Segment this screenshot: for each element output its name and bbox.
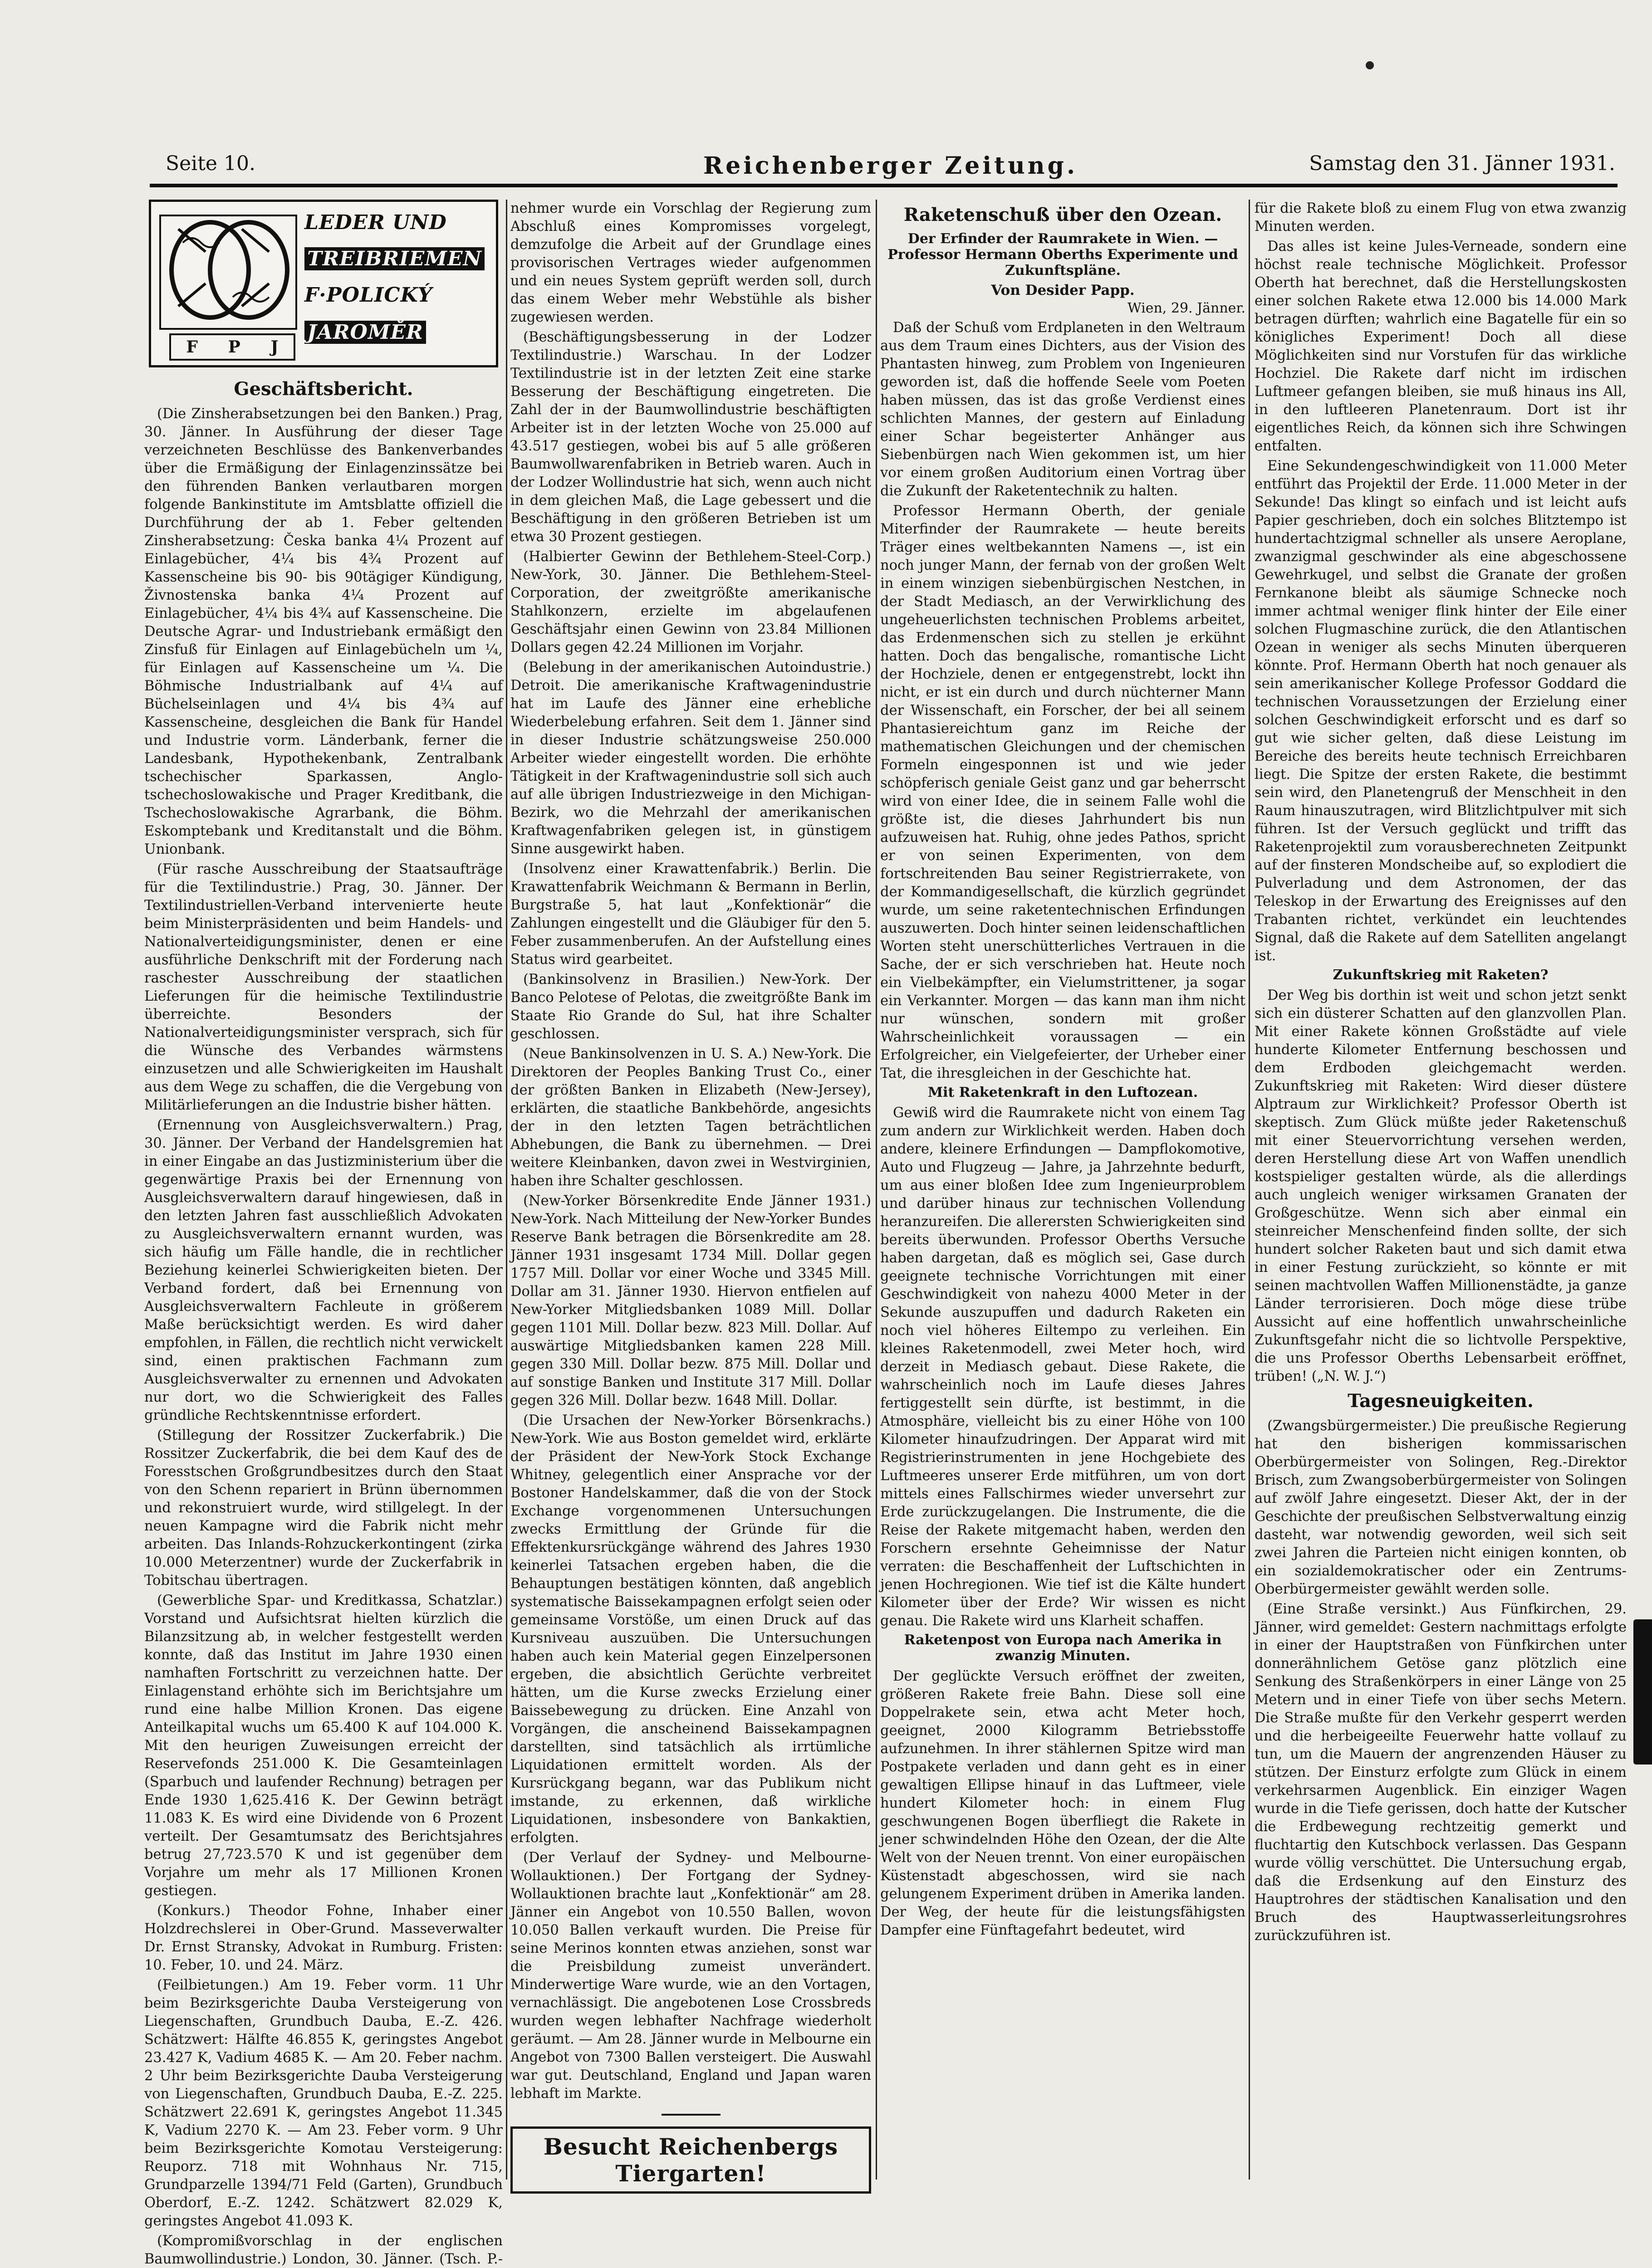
article-paragraph: Professor Hermann Oberth, der geniale Miterfinder der Raumrakete — heute bereits Träger eines weltbekannten Namens —, ist ein noch junger Mann, der fernab von der großen Welt in einem winzigen siebenbürgischen Nestchen, in der Stadt Mediasch, an der Verwirklichung des ungeheuerlichsten technischen Problems arbeitet, das Erdenmenschen sich zu stellen je erkühnt hatten. Doch das bengalische, romantische Licht der Hochziele, denen er entgegenstrebt, lockt ihn nicht, er ist ein durch und durch nüchterner Mann der Wissenschaft, ein Forscher, der bei all seinem Phantasiereichtum ganz im Reiche der mathematischen Gleichungen und der chemischen Formeln eingesponnen ist und wie jeder schöpferisch geniale Geist ganz und gar beherrscht wird von einer Idee, die in seinem Falle wohl die größte ist, die dieses Jahrhundert bis nun aufzuweisen hat. Ruhig, ohne jedes Pathos, spricht er von seinen Experimenten, von dem fortschreitenden Bau seiner Registrierrakete, von der Kommandigesellschaft, die kürzlich gegründet wurde, um seine raketentechnischen Erfindungen auszuwerten. Doch hinter seinen leidenschaftlichen Worten steht unerschütterliches Vertrauen in die Sache, der er sich verschrieben hat. Heute noch ein Vielbekämpfter, ein Vielumstrittener, ja sogar ein Verkannter. Morgen — das kann man ihm nicht nur wünschen, sondern mit großer Wahrscheinlichkeit voraussagen — ein Erfolgreicher, ein Vielgefeierter, der Urheber einer Tat, die ihresgleichen in der Geschichte hat. — [880, 503, 1245, 1081]
ad-line-2: TREIBRIEMEN — [304, 247, 485, 270]
monogram-letter: F — [186, 337, 198, 357]
article-subheading: Raketenpost von Europa nach Amerika in zwanzig Minuten. — [904, 1632, 1222, 1664]
ad-line-1: LEDER UND — [304, 211, 447, 234]
article-paragraph: Der Weg bis dorthin ist weit und schon jetzt senkt sich ein düsterer Schatten auf den glanzvollen Plan. Mit einer Rakete können Großstädte auf viele hunderte Kilometer Entfernung beschossen und dem Erdboden gleichgemacht werden. Zukunftskrieg mit Raketen: Wird dieser düstere Alptraum zur Wirklichkeit? Professor Oberth ist skeptisch. Zum Glück müßte jeder Raketenschuß mit einer Steuervorrichtung versehen werden, deren Herstellung diese Art von Waffen unendlich kostspieliger gestalten würde, als die allerdings auch ungleich weniger wirksamen Granaten der Großgeschütze. Wenn sich aber einmal ein steinreicher Menschenfeind finden sollte, der sich hundert solcher Raketen baut und sich damit etwa in einer Festung zurückzieht, so könnte er mit seinen machtvollen Waffen Millionenstädte, ja ganze Länder terrorisieren. Doch möge diese trübe Aussicht auf eine hoffentlich unwahrscheinliche Zukunftsgefahr nicht die so lichtvolle Perspektive, die uns Professor Oberths Lebensarbeit eröffnet, trüben! („N. W. J.“) — [1255, 987, 1627, 1384]
article-paragraph: (Zwangsbürgermeister.) Die preußische Regierung hat den bisherigen kommissarischen Oberbürgermeister von Solingen, Reg.-Direktor Brisch, zum Zwangsoberbürgermeister von Solingen auf zwölf Jahre eingesetzt. Dieser Akt, der in der Geschichte der preußischen Selbstverwaltung einzig dasteht, war notwendig geworden, weil sich seit zwei Jahren die Parteien nicht einigen konnten, ob ein sozialdemokratischer oder ein Zentrums-Oberbürgermeister gewählt werden solle. — [1255, 1418, 1627, 1597]
monogram-letter: J — [270, 337, 279, 357]
article-paragraph: (Kompromißvorschlag in der englischen Baumwollindustrie.) London, 30. Jänner. (Tsch. P.- — [144, 2233, 503, 2267]
article-paragraph: nehmer wurde ein Vorschlag der Regierung zum Abschluß eines Kompromisses vorgelegt, demzufolge die Arbeit auf der Grundlage eines provisorischen Vertrages wieder aufgenommen und ein neues System geprüft werden soll, durch das einem Weber mehr Webstühle als bisher zugewiesen werden. — [510, 200, 871, 325]
article-paragraph: (Insolvenz einer Krawattenfabrik.) Berlin. Die Krawattenfabrik Weichmann & Bermann in Berlin, Burgstraße 5, hat laut „Konfektionär“ die Zahlungen eingestellt und die Gläubiger für den 5. Feber zusammenberufen. An der Aufstellung eines Status wird gearbeitet. — [510, 861, 871, 968]
column-divider — [1249, 200, 1250, 2180]
article-paragraph: (Belebung in der amerikanischen Autoindustrie.) Detroit. Die amerikanische Kraftwagenindustrie hat im Laufe des Jänner eine erhebliche Wiederbelebung erfahren. Seit dem 1. Jänner sind in dieser Industrie schätzungsweise 250.000 Arbeiter wieder eingestellt worden. Die erhöhte Tätigkeit in der Kraftwagenindustrie soll sich auch auf alle übrigen Industriezweige in den Michigan-Bezirk, wo die Mehrzahl der amerikanischen Kraftwagenfabriken gelegen ist, in günstigem Sinne ausgewirkt haben. — [510, 660, 871, 857]
article-paragraph: Eine Sekundengeschwindigkeit von 11.000 Meter entführt das Projektil der Erde. 11.000 Meter in der Sekunde! Das klingt so einfach und ist leicht aufs Papier geschrieben, doch ein solches Blitztempo ist hundertachtzigmal schneller als unsere Aeroplane, zwanzigmal geschwinder als eine abgeschossene Gewehrkugel, und selbst die Granate der großen Fernkanone bleibt als säumige Schnecke noch immer achtmal weniger flink hinter der Eile einer solchen Flugmaschine zurück, die den Atlantischen Ozean in weniger als sechs Minuten überqueren könnte. Prof. Hermann Oberth hat noch genauer als sein amerikanischer Kollege Professor Goddard die technischen Voraussetzungen der Erzielung einer solchen Geschwindigkeit erforscht und es darf so gut wie sicher gelten, daß diese Leistung im Bereiche des bereits heute technisch Erreichbaren liegt. Die Spitze der ersten Rakete, die bestimmt sein wird, den Planetengruß der Menschheit in den Raum hinauszutragen, wird Blitzlichtpulver mit sich führen. Ist der Versuch geglückt und trifft das Raketenprojektil zum vorausberechneten Zeitpunkt auf der finsteren Mondscheibe auf, so explodiert die Pulverladung und dem Astronomen, der das Teleskop in der Erwartung des Ereignisses auf den Trabanten richtet, verkündet ein leuchtendes Signal, daß die Rakete auf dem Satelliten angelangt ist. — [1255, 458, 1627, 964]
header-rule — [150, 184, 1618, 187]
column-2 — [510, 200, 871, 2187]
article-paragraph: (Neue Bankinsolvenzen in U. S. A.) New-York. Die Direktoren der Peoples Banking Trust Co., einer der größten Banken in Elizabeth (New-Jersey), erklärten, die staatliche Bankbehörde, angesichts der in den letzten Tagen beträchtlichen Abhebungen, die Bank zu übernehmen. — Drei weitere Kleinbanken, davon zwei in Westvirginien, haben ihre Schalter geschlossen. — [510, 1046, 871, 1189]
zoo-advertisement: Besucht Reichenbergs Tiergarten! — [510, 2126, 871, 2194]
page-number: Seite 10. — [166, 152, 255, 175]
article-paragraph: (Die Ursachen der New-Yorker Börsenkrachs.) New-York. Wie aus Boston gemeldet wird, erklärte der Präsident der New-York Stock Exchange Whitney, gelegentlich einer Ansprache vor der Bostoner Handelskammer, daß die von der Stock Exchange vorgenommenen Untersuchungen zwecks Ermittlung der Gründe für die Effektenkursrückgänge während des Jahres 1930 keinerlei Tatsachen ergeben haben, die die Behauptungen bestätigen könnten, daß angeblich systematische Baissekampagnen erfolgt seien oder gemeinsame Vorstöße, um einen Druck auf das Kursniveau auszuüben. Die Untersuchungen haben auch kein Material gegen Einzelpersonen ergeben, die absichtlich Gerüchte verbreitet hätten, um die Kurse zwecks Erzielung einer Baissebewegung zu drücken. Eine Anzahl von Vorgängen, die anscheinend Baissekampagnen darstellten, sind tatsächlich als irrtümliche Liquidationen ermittelt worden. Als der Kursrückgang begann, war das Publikum nicht imstande, zu erkennen, daß wirkliche Liquidationen, insbesondere von Bankaktien, erfolgten. — [510, 1413, 871, 1846]
article-paragraph: (New-Yorker Börsenkredite Ende Jänner 1931.) New-York. Nach Mitteilung der New-Yorker Bundes Reserve Bank betragen die Börsenkredite am 28. Jänner 1931 insgesamt 1734 Mill. Dollar gegen 1757 Mill. Dollar vor einer Woche und 3345 Mill. Dollar am 31. Jänner 1930. Hiervon entfielen auf New-Yorker Mitgliedsbanken 1089 Mill. Dollar gegen 1101 Mill. Dollar bezw. 823 Mill. Dollar. Auf auswärtige Mitgliedsbanken kamen 228 Mill. gegen 330 Mill. Dollar bezw. 875 Mill. Dollar und auf sonstige Banken und Institute 317 Mill. Dollar gegen 326 Mill. Dollar bezw. 1648 Mill. Dollar. — [510, 1193, 871, 1408]
article-paragraph: Gewiß wird die Raumrakete nicht von einem Tag zum andern zur Wirklichkeit werden. Haben doch andere, kleinere Erfindungen — Dampflokomotive, Auto und Flugzeug — Jahre, ja Jahrzehnte bedurft, um aus einer bloßen Idee zum Ingenieurproblem und darüber hinaus zur technischen Vollendung heranzureifen. Die allerersten Schwierigkeiten sind bereits überwunden. Professor Oberths Versuche haben dargetan, daß es möglich sei, Gase durch geeignete technische Vorrichtungen mit einer Geschwindigkeit von nahezu 4000 Meter in der Sekunde auszupuffen und dadurch Raketen ein noch viel höheres Eiltempo zu verleihen. Ein kleines Raketenmodell, zwei Meter hoch, wird derzeit in Mediasch gebaut. Diese Rakete, die wahrscheinlich noch im Laufe dieses Jahres fertiggestellt sein dürfte, ist bestimmt, in die Atmosphäre, vielleicht bis zu einer Höhe von 100 Kilometer hinaufzudringen. Der Apparat wird mit Registrierinstrumenten in jene Hochgebiete des Luftmeeres unserer Erde mitführen, um von dort mittels eines Fallschirmes wieder unversehrt zur Erde zurückzugelangen. Die Instrumente, die die Reise der Rakete mitgemacht haben, werden den Forschern ersehnte Geheimnisse der Natur verraten: die Beschaffenheit der Luftschichten in jenen Hochregionen. Wie tief ist die Kälte hundert Kilometer über der Erde? Wir wissen es nicht genau. Die Rakete wird uns Klarheit schaffen. — [880, 1105, 1245, 1629]
monogram-letter: P — [228, 337, 240, 357]
page-header — [166, 152, 1615, 179]
page-edge-shadow — [1633, 1619, 1652, 1765]
article-paragraph: Das alles ist keine Jules-Verneade, sondern eine höchst reale technische Möglichkeit. Professor Oberth hat berechnet, daß die Herstellungskosten einer solchen Rakete etwa 12.000 bis 14.000 Mark betragen dürften; wahrlich eine Bagatelle für ein so königliches Experiment! Doch all diese Möglichkeiten sind nur Vorstufen für das wirkliche Hochziel. Die Rakete darf nicht im irdischen Luftmeer gefangen bleiben, sie muß hinaus ins All, in den luftleeren Planetenraum. Dort ist ihr eigentliches Reich, da können sich ihre Schwingen entfalten. — [1255, 239, 1627, 454]
issue-date: Samstag den 31. Jänner 1931. — [1309, 152, 1615, 175]
column-divider — [876, 200, 877, 2180]
article-paragraph: (Gewerbliche Spar- und Kreditkassa, Schatzlar.) Vorstand und Aufsichtsrat hielten kürzlich die Bilanzsitzung ab, in welcher festgestellt werden konnte, daß das Institut im Jahre 1930 einen namhaften Fortschritt zu verzeichnen hatte. Der Einlagenstand erhöhte sich im Berichtsjahre um rund eine halbe Million Kronen. Das eigene Anteilkapital wuchs um 65.400 K auf 104.000 K. Mit den heurigen Zuweisungen erreicht der Reservefonds 251.000 K. Die Gesamteinlagen (Sparbuch und laufender Rechnung) betragen per Ende 1930 1,625.416 K. Der Gewinn beträgt 11.083 K. Es wird eine Dividende von 6 Prozent verteilt. Der Gesamtumsatz des Berichtsjahres betrug 27,723.570 K und ist gegenüber dem Vorjahre um mehr als 17 Millionen Kronen gestiegen. — [144, 1593, 503, 1899]
ink-spot — [1366, 61, 1374, 69]
article-headline: Raketenschuß über den Ozean. — [903, 204, 1222, 225]
article-byline: Von Desider Papp. — [991, 282, 1135, 298]
article-paragraph: (Eine Straße versinkt.) Aus Fünfkirchen, 29. Jänner, wird gemeldet: Gestern nachmittags erfolgte in einer der Hauptstraßen von Fünfkirchen unter donnerähnlichem Getöse ganz plötzlich eine Senkung des Straßenkörpers in einer Länge von 25 Metern und in einer Tiefe von über sechs Metern. Die Straße mußte für den Verkehr gesperrt werden und die herbeigeeilte Feuerwehr hatte vollauf zu tun, um die Mauern der angrenzenden Häuser zu stützen. Der Einsturz erfolgte zum Glück in einem verkehrsarmen Augenblick. Ein einziger Wagen wurde in die Tiefe gerissen, doch hatte der Kutscher die Erdbewegung rechtzeitig gemerkt und fluchtartig den Kutschbock verlassen. Das Gespann wurde völlig verschüttet. Die Untersuchung ergab, daß die Erdsenkung auf den Einsturz des Hauptrohres der städtischen Kanalisation und den Bruch des Hauptwasserleitungsrohres zurückzuführen ist. — [1255, 1601, 1627, 1944]
article-paragraph: Der geglückte Versuch eröffnet der zweiten, größeren Rakete freie Bahn. Diese soll eine Doppelrakete sein, etwa acht Meter hoch, geeignet, 2000 Kilogramm Betriebsstoffe aufzunehmen. In ihrer stählernen Spitze wird man Postpakete verladen und dann geht es in einer gewaltigen Ellipse hinauf in das Luftmeer, viele hundert Kilometer hoch: in einem Flug geschwungenen Bogen überfliegt die Rakete in jener schwindelnden Höhe den Ozean, der die Alte Welt von der Neuen trennt. Von einer europäischen Küstenstadt abgeschossen, wird sie nach gelungenem Experiment drüben in Amerika landen. Der Weg, der heute für die leistungsfähigsten Dampfer eine Fünftagefahrt bedeutet, wird — [880, 1668, 1245, 1938]
article-paragraph: für die Rakete bloß zu einem Flug von etwa zwanzig Minuten werden. — [1255, 200, 1627, 235]
section-heading: Tagesneuigkeiten. — [1348, 1390, 1534, 1412]
article-paragraph: (Stillegung der Rossitzer Zuckerfabrik.) Die Rossitzer Zuckerfabrik, die bei dem Kauf des de Foresstschen Großgrundbesitzes durch den Staat von den Schenn repariert in Brünn übernommen und rekonstruiert wurde, wird stillgelegt. In der neuen Kampagne wird die Fabrik nicht mehr arbeiten. Das Inlands-Rohzuckerkontingent (zirka 10.000 Meterzentner) wurde der Zuckerfabrik in Tobitschau übertragen. — [144, 1427, 503, 1589]
leather-belt-advertisement — [149, 200, 498, 367]
ad-monogram — [169, 333, 295, 361]
article-paragraph: (Ernennung von Ausgleichsverwaltern.) Prag, 30. Jänner. Der Verband der Handelsgremien hat in einer Eingabe an das Justizministerium über die gegenwärtige Praxis bei der Ernennung von Ausgleichsverwaltern darauf hingewiesen, daß in den letzten Jahren fast ausschließlich Advokaten zu Ausgleichsverwaltern ernannt wurden, was sich häufig um Fälle handle, die in rechtlicher Beziehung keinerlei Schwierigkeiten bieten. Der Verband fordert, daß bei Ernennung von Ausgleichsverwaltern Fachleute in größerem Maße berücksichtigt werden. Es wird daher empfohlen, in Fällen, die rechtlich nicht verwickelt sind, einen praktischen Fachmann zum Ausgleichsverwalter zu ernennen und Advokaten nur dort, wo die Schwierigkeit des Falles gründliche Rechtskenntnisse erfordert. — [144, 1117, 503, 1423]
article-paragraph: (Beschäftigungsbesserung in der Lodzer Textilindustrie.) Warschau. In der Lodzer Textilindustrie ist in der letzten Zeit eine starke Besserung der Beschäftigung eingetreten. Die Zahl der in der Baumwollindustrie beschäftigten Arbeiter ist in der letzten Woche von 25.000 auf 43.517 gestiegen, wobei bis auf 5 alle größeren Baumwollwarenfabriken in Betrieb waren. Auch in der Lodzer Wollindustrie hat sich, wenn auch nicht in dem gleichen Maß, die Lage gebessert und die Beschäftigung in den größeren Betrieben ist um etwa 30 Prozent gestiegen. — [510, 329, 871, 545]
article-paragraph: (Für rasche Ausschreibung der Staatsaufträge für die Textilindustrie.) Prag, 30. Jänner. Der Textilindustriellen-Verband intervenierte heute beim Ministerpräsidenten und beim Handels- und Nationalverteidigungsminister, denen er eine ausführliche Denkschrift mit der Forderung nach raschester Ausschreibung der staatlichen Lieferungen für die heimische Textilindustrie überreichte. Besonders der Nationalverteidigungsminister versprach, sich für die Wünsche des Verbandes wärmstens einzusetzen und alle Schwierigkeiten im Haushalt aus dem Wege zu schaffen, die die Vergebung von Militärlieferungen an die Industrie bisher hätten. — [144, 861, 503, 1113]
column-3 — [880, 200, 1245, 2177]
article-paragraph: Daß der Schuß vom Erdplaneten in den Weltraum aus dem Traum eines Dichters, aus der Vision des Phantasten hinweg, zum Problem von Ingenieuren geworden ist, daß die hoffende Seele vom Poeten haben müssen, das ist das große Verdienst eines schlichten Mannes, der gestern auf Einladung einer Schar begeisterter Anhänger aus Siebenbürgen nach Wien gekommen ist, um hier vor einem großen Auditorium einen Vortrag über die Zukunft der Raketentechnik zu halten. — [880, 320, 1245, 499]
article-paragraph: (Konkurs.) Theodor Fohne, Inhaber einer Holzdrechslerei in Ober-Grund. Masseverwalter Dr. Ernst Stransky, Advokat in Rumburg. Fristen: 10. Feber, 10. und 24. März. — [144, 1903, 503, 1973]
ad-line-3: F·POLICKÝ — [304, 284, 432, 307]
article-paragraph: (Der Verlauf der Sydney- und Melbourne-Wollauktionen.) Der Fortgang der Sydney-Wollauktionen brachte laut „Konfektionär“ am 28. Jänner ein Angebot von 10.550 Ballen, wovon 10.050 Ballen verkauft wurden. Die Preise für seine Merinos konnten etwas anziehen, sonst war die Preisbildung zumeist unverändert. Minderwertige Ware wurde, wie an den Vortagen, vernachlässigt. Die angebotenen Lose Crossbreds wurden wegen lebhafter Nachfrage wiederholt geräumt. — Am 28. Jänner wurde in Melbourne ein Angebot von 7300 Ballen versteigert. Die Auswahl war gut. Deutschland, England und Japan waren lebhaft im Markte. — [510, 1850, 871, 2102]
article-paragraph: (Feilbietungen.) Am 19. Feber vorm. 11 Uhr beim Bezirksgerichte Dauba Versteigerung von Liegenschaften, Grundbuch Dauba, E.-Z. 426. Schätzwert: Hälfte 46.855 K, geringstes Angebot 23.427 K, Vadium 4685 K. — Am 20. Feber nachm. 2 Uhr beim Bezirksgerichte Dauba Versteigerung von Liegenschaften, Grundbuch Dauba, E.-Z. 225. Schätzwert 22.691 K, geringstes Angebot 11.345 K, Vadium 2270 K. — Am 23. Feber vorm. 9 Uhr beim Bezirksgerichte Komotau Versteigerung: Reuporz. 718 mit Wohnhaus Nr. 715, Grundparzelle 1394/71 Feld (Garten), Grundbuch Oberdorf, E.-Z. 1242. Schätzwert 82.029 K, geringstes Angebot 41.093 K. — [144, 1977, 503, 2229]
newspaper-title: Reichenberger Zeitung. — [703, 152, 1078, 180]
article-subheading: Zukunftskrieg mit Raketen? — [1333, 967, 1549, 983]
article-subheading: Mit Raketenkraft in den Luftozean. — [927, 1085, 1198, 1100]
article-dateline: Wien, 29. Jänner. — [1127, 300, 1245, 316]
article-paragraph: (Halbierter Gewinn der Bethlehem-Steel-Corp.) New-York, 30. Jänner. Die Bethlehem-Steel-Corporation, der zweitgrößte amerikanische Stahlkonzern, erzielte im abgelaufenen Geschäftsjahr einen Gewinn von 23.84 Millionen Dollars gegen 42.24 Millionen im Vorjahr. — [510, 549, 871, 655]
section-heading: Geschäftsbericht. — [234, 378, 413, 400]
article-subtitle: Der Erfinder der Raumrakete in Wien. — Professor Hermann Oberths Experimente und Zukunftspläne. — [887, 231, 1238, 279]
column-1 — [144, 200, 503, 2267]
ad-line-4: JAROMĚR — [304, 321, 426, 344]
column-4 — [1255, 200, 1627, 2177]
belt-pulley-logo-icon — [151, 202, 301, 338]
article-paragraph: (Die Zinsherabsetzungen bei den Banken.) Prag, 30. Jänner. In Ausführung der dieser Tage verzeichneten Beschlüsse des Bankenverbandes über die Ermäßigung der Einlagenzinssätze bei den führenden Banken verlautbaren morgen folgende Bankinstitute im Amtsblatte offiziell die Durchführung der ab 1. Feber geltenden Zinsherabsetzung: Česka banka 4¼ Prozent auf Einlagebücher, 4¼ bis 4¾ Prozent auf Kassenscheine bis 90- bis 90tägiger Kündigung, Živnostenska banka 4¼ Prozent auf Einlagebücher, 4¼ bis 4¾ auf Kassenscheine. Die Deutsche Agrar- und Industriebank ermäßigt den Zinsfuß für Einlagen auf Einlagebücheln um ¼, für Einlagen auf Kassenscheine um ¼. Die Böhmische Industrialbank auf 4¼ auf Büchelseinlagen und 4¼ bis 4¾ auf Kassenscheine, desgleichen die Bank für Handel und Industrie vorm. Länderbank, ferner die Landesbank, Hypothekenbank, Zentralbank tschechischer Sparkassen, Anglo-tschechoslowakische und Prager Kreditbank, die Tschechoslowakische Agrarbank, die Böhm. Eskomptebank und Kreditanstalt und die Böhm. Unionbank. — [144, 406, 503, 857]
section-divider — [662, 2114, 721, 2116]
article-paragraph: (Bankinsolvenz in Brasilien.) New-York. Der Banco Pelotese of Pelotas, die zweitgrößte Bank im Staate Rio Grande do Sul, hat ihre Schalter geschlossen. — [510, 972, 871, 1042]
column-divider — [506, 200, 507, 2180]
